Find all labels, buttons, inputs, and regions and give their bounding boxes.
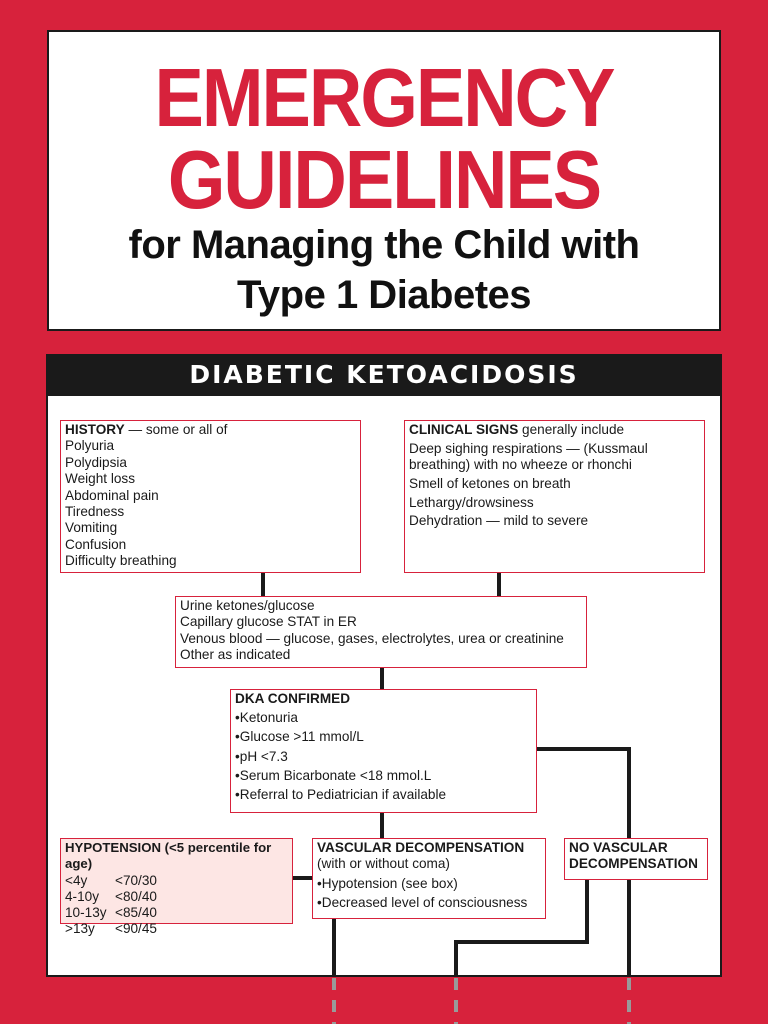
dka-item: •Referral to Pediatrician if available [235,787,447,803]
test-item: Capillary glucose STAT in ER [180,614,357,630]
subtitle-line2: Type 1 Diabetes [236,273,532,317]
connector-dka-right [537,747,631,751]
connector-novasc-left-down [585,880,589,943]
clinical-sign-item: Deep sighing respirations — (Kussmaul breathing) with no wheeze or rhonchi [409,440,648,473]
dashed-continuation-right [627,978,631,1024]
hypotension-bp: <90/45 [115,921,157,937]
history-item: Polyuria [65,438,115,454]
connector-right-down [627,747,631,838]
hypotension-bp: <85/40 [115,905,157,921]
hypotension-box [60,838,293,937]
connector-hypo-vasc [293,876,312,880]
connector-vasc-down [332,919,336,976]
vascular-item: •Hypotension (see box) [317,875,458,891]
test-item: Other as indicated [180,647,291,663]
title-guidelines: GUIDELINES [167,132,601,226]
history-box [60,420,361,573]
test-item: Urine ketones/glucose [180,598,315,613]
hypotension-row [65,921,157,937]
vascular-decompensation-box [312,838,546,919]
clinical-sign-item: Smell of ketones on breath [409,475,571,491]
vascular-item: •Decreased level of consciousness [317,894,528,910]
dashed-continuation-middle [454,978,458,1024]
clinical-sign-item: Lethargy/drowsiness [409,494,534,510]
dashed-continuation-left [332,978,336,1024]
clinical-signs-box [404,420,705,573]
tests-box [175,596,587,668]
clinical-signs-heading-line [409,422,700,438]
hypotension-bp: <80/40 [115,889,157,905]
hypotension-row [65,873,157,889]
dka-item: •pH <7.3 [235,748,288,764]
title-emergency: EMERGENCY [154,50,614,144]
history-item: Tiredness [65,504,125,520]
connector-dka-down [380,813,384,838]
hypotension-bp: <70/30 [115,872,157,888]
dka-item: •Ketonuria [235,710,298,726]
subtitle-line1: for Managing the Child with [128,223,640,267]
section-header: DIABETIC KETOACIDOSIS [46,354,722,396]
hypotension-age: 10-13y [65,905,107,921]
hypotension-age: 4-10y [65,889,100,905]
connector-novasc-down [627,880,631,976]
test-item: Venous blood — glucose, gases, electrolytes, urea or creatinine [180,630,564,646]
clinical-sign-item: Dehydration — mild to severe [409,513,589,529]
history-item: Abdominal pain [65,487,159,503]
history-item: Weight loss [65,471,136,487]
hypotension-age: <4y [65,872,88,888]
hypotension-table [65,873,157,938]
dka-item: •Glucose >11 mmol/L [235,729,364,745]
vascular-note: (with or without coma) [317,856,450,872]
history-item: Polydipsia [65,454,127,470]
hypotension-heading: HYPOTENSION (<5 percentile for age) [65,840,272,872]
history-item: Difficulty breathing [65,553,177,569]
history-item: Vomiting [65,520,118,536]
history-note: — some or all of [124,422,228,437]
connector-signs-down [497,573,501,596]
clinical-signs-heading: CLINICAL SIGNS [409,422,519,437]
connector-tests-down [380,668,384,689]
dka-item: •Serum Bicarbonate <18 mmol.L [235,767,432,783]
clinical-signs-note: generally include [518,422,625,437]
hypotension-row [65,889,157,905]
history-heading-line [65,422,356,438]
dka-confirmed-box [230,689,537,813]
no-vascular-decompensation-box [564,838,708,880]
no-vascular-line1: NO VASCULAR [569,840,668,855]
hypotension-age: >13y [65,921,95,937]
connector-history-down [261,573,265,596]
no-vascular-line2: DECOMPENSATION [569,856,698,872]
vascular-heading: VASCULAR DECOMPENSATION [317,840,525,855]
history-heading: HISTORY [65,422,125,437]
dka-heading: DKA CONFIRMED [235,691,351,706]
connector-middle-down [454,940,458,976]
hypotension-row [65,905,157,921]
title-panel [47,30,721,331]
connector-novasc-left [454,940,589,944]
history-item: Confusion [65,536,127,552]
